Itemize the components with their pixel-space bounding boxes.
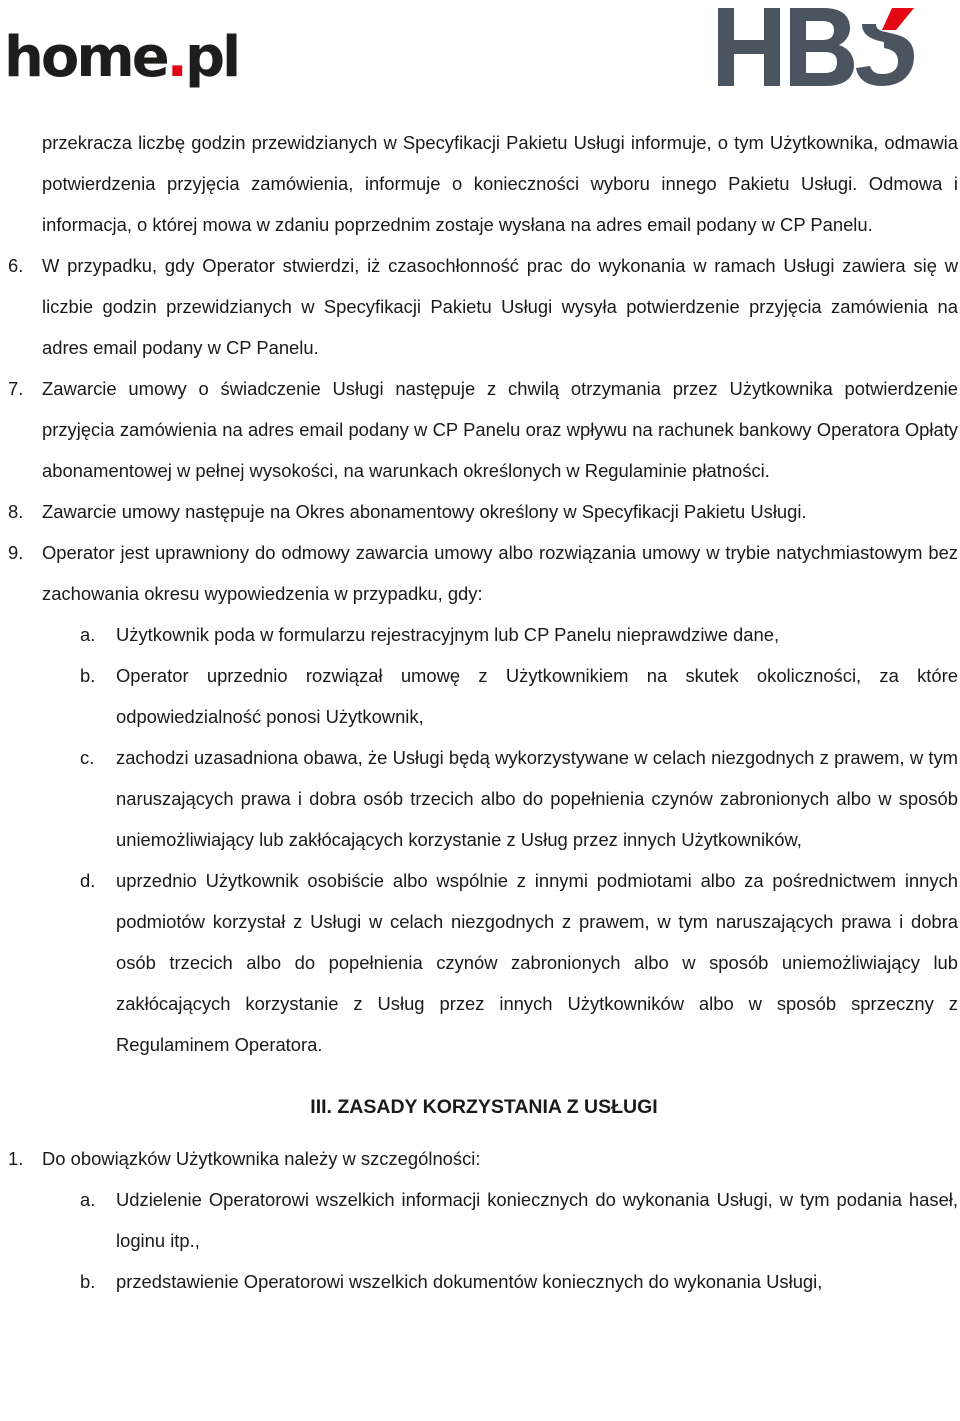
sub-item-letter: b. bbox=[80, 1271, 96, 1292]
sub-item-d bbox=[0, 860, 960, 1065]
section-sub-item-a bbox=[0, 1179, 960, 1261]
list-item-text: Operator jest uprawniony do odmowy zawarcia umowy albo rozwiązania umowy w trybie natychmiastowym bez zachowania okresu wypowiedzenia w przypadku, gdy: bbox=[42, 542, 958, 604]
sub-item-text: Udzielenie Operatorowi wszelkich informacji koniecznych do wykonania Usługi, w tym podania haseł, loginu itp., bbox=[116, 1189, 958, 1251]
list-number: 7. bbox=[8, 378, 24, 399]
paragraph-text: przekracza liczbę godzin przewidzianych w Specyfikacji Pakietu Usługi informuje, o tym Użytkownika, odmawia potwierdzenia przyjęcia zamówienia, informuje o konieczności wyboru innego Pakietu Usługi. Odmowa i informacja, o której mowa w zdaniu poprzednim zostaje wysłana na adres email podany w CP Panelu. bbox=[42, 132, 958, 235]
list-item-8 bbox=[0, 491, 960, 532]
list-number: 9. bbox=[8, 542, 24, 563]
sub-item-text: uprzednio Użytkownik osobiście albo wspólnie z innymi podmiotami albo za pośrednictwem innych podmiotów korzystał z Usługi w celach niezgodnych z prawem, w tym naruszających prawa i dobra osób trzecich albo do popełnienia czynów zabronionych albo w sposób uniemożliwiający lub zakłócających korzystanie z Usług przez innych Użytkowników albo w sposób sprzeczny z Regulaminem Operatora. bbox=[116, 870, 958, 1055]
list-item-6 bbox=[0, 245, 960, 368]
section-sub-item-b bbox=[0, 1261, 960, 1302]
sub-item-letter: c. bbox=[80, 747, 95, 768]
list-item-7 bbox=[0, 368, 960, 491]
sub-item-text: zachodzi uzasadniona obawa, że Usługi będą wykorzystywane w celach niezgodnych z prawem, w tym naruszających prawa i dobra osób trzecich albo do popełnienia czynów zabronionych albo w sposób uniemożliwiający lub zakłócających korzystanie z Usług przez innych Użytkowników, bbox=[116, 747, 958, 850]
home-pl-logo-tail: pl bbox=[184, 25, 239, 90]
sub-item-letter: b. bbox=[80, 665, 96, 686]
home-pl-logo-main: home bbox=[4, 25, 167, 90]
document-body bbox=[0, 122, 960, 1302]
sub-item-a bbox=[0, 614, 960, 655]
list-item-text: Zawarcie umowy o świadczenie Usługi następuje z chwilą otrzymania przez Użytkownika potwierdzenie przyjęcia zamówienia na adres email podany w CP Panelu oraz wpływu na rachunek bankowy Operatora Opłaty abonamentowej w pełnej wysokości, na warunkach określonych w Regulaminie płatności. bbox=[42, 378, 958, 481]
list-item-text: W przypadku, gdy Operator stwierdzi, iż czasochłonność prac do wykonania w ramach Usługi zawiera się w liczbie godzin przewidzianych w Specyfikacji Pakietu Usługi wysyła potwierdzenie przyjęcia zamówienia na adres email podany w CP Panelu. bbox=[42, 255, 958, 358]
sub-item-text: przedstawienie Operatorowi wszelkich dokumentów koniecznych do wykonania Usługi, bbox=[116, 1271, 823, 1292]
list-number: 6. bbox=[8, 255, 24, 276]
list-item-9 bbox=[0, 532, 960, 614]
sub-item-letter: d. bbox=[80, 870, 96, 891]
list-number: 8. bbox=[8, 501, 24, 522]
hbs-logo bbox=[716, 4, 920, 90]
list-item-text: Zawarcie umowy następuje na Okres abonamentowy określony w Specyfikacji Pakietu Usługi. bbox=[42, 501, 807, 522]
section-heading: III. ZASADY KORZYSTANIA Z USŁUGI bbox=[310, 1096, 658, 1118]
page-header bbox=[0, 0, 960, 110]
paragraph-continuation bbox=[0, 122, 960, 245]
home-pl-logo-dot: . bbox=[166, 25, 185, 90]
sub-item-text: Użytkownik poda w formularzu rejestracyjnym lub CP Panelu nieprawdziwe dane, bbox=[116, 624, 780, 645]
sub-item-letter: a. bbox=[80, 624, 96, 645]
home-pl-logo bbox=[4, 25, 239, 90]
sub-item-b bbox=[0, 655, 960, 737]
list-number: 1. bbox=[8, 1148, 24, 1169]
sub-item-letter: a. bbox=[80, 1189, 96, 1210]
list-item-text: Do obowiązków Użytkownika należy w szczególności: bbox=[42, 1148, 481, 1169]
section-list-item-1 bbox=[0, 1138, 960, 1179]
sub-item-text: Operator uprzednio rozwiązał umowę z Użytkownikiem na skutek okoliczności, za które odpowiedzialność ponosi Użytkownik, bbox=[116, 665, 958, 727]
sub-item-c bbox=[0, 737, 960, 860]
